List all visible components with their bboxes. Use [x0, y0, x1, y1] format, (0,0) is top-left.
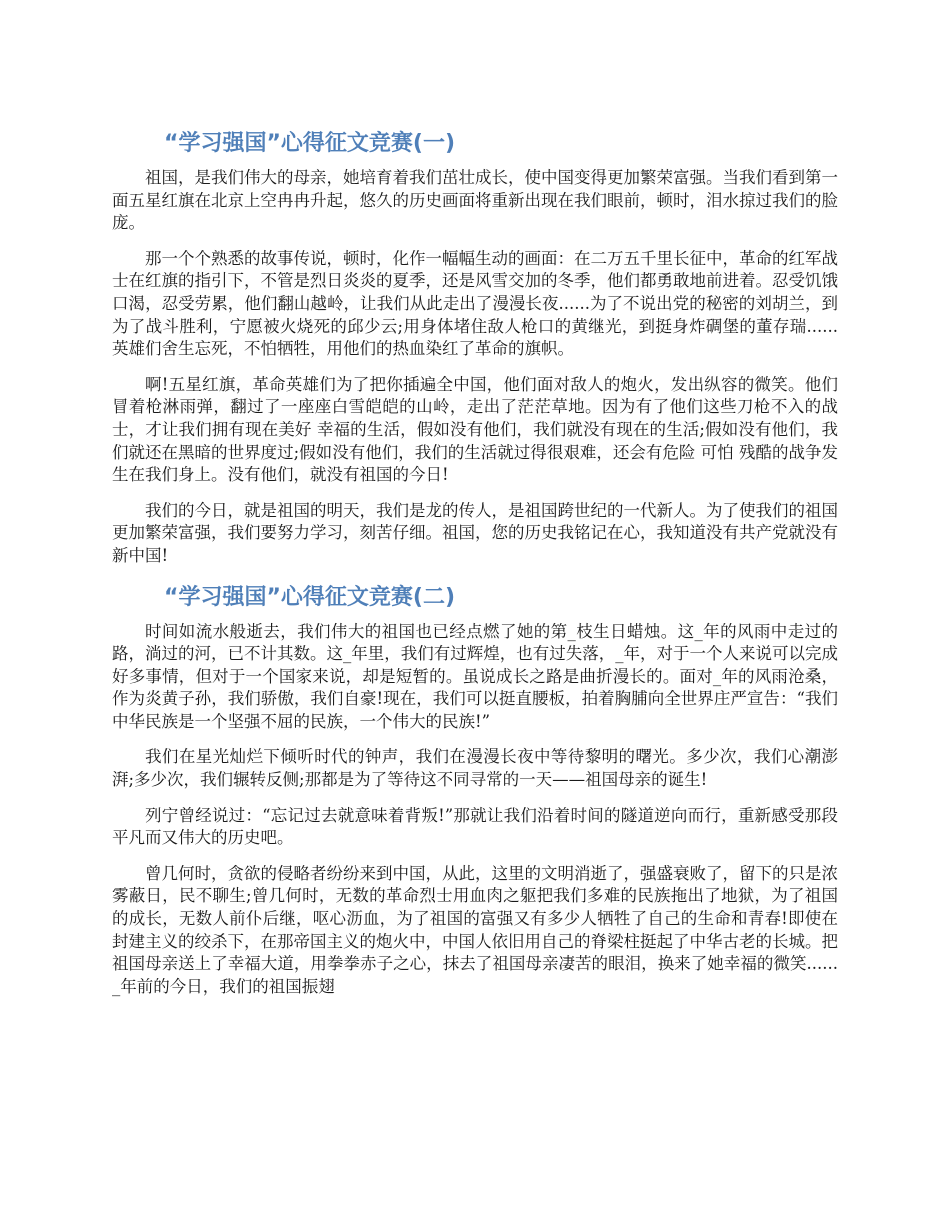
document-content [112, 127, 838, 1011]
essay-section-1 [112, 127, 838, 568]
section-title: “学习强国”心得征文竞赛(一) [164, 131, 456, 156]
paragraph: 列宁曾经说过：“忘记过去就意味着背叛!”那就让我们沿着时间的隧道逆向而行，重新感受那段平凡而又伟大的历史吧。 [112, 805, 838, 848]
paragraph: 我们的今日，就是祖国的明天，我们是龙的传人，是祖国跨世纪的一代新人。为了使我们的祖国更加繁荣富强，我们要努力学习，刻苦仔细。祖国，您的历史我铭记在心，我知道没有共产党就没有新中国! [112, 500, 838, 565]
section-title: “学习强国”心得征文竞赛(二) [164, 584, 456, 610]
paragraph: 祖国，是我们伟大的母亲，她培育着我们茁壮成长，使中国变得更加繁荣富强。当我们看到第一面五星红旗在北京上空冉冉升起，悠久的历史画面将重新出现在我们眼前，顿时，泪水掠过我们的脸庞。 [112, 168, 838, 233]
paragraph: 曾几何时，贪欲的侵略者纷纷来到中国，从此，这里的文明消逝了，强盛衰败了，留下的只是浓雾蔽日，民不聊生;曾几何时，无数的革命烈士用血肉之躯把我们多难的民族拖出了地狱，为了祖国的成长，无数人前仆后继，呕心沥血，为了祖国的富强又有多少人牺牲了自己的生命和青春!即使在封建主义的绞杀下，在那帝国主义的炮火中，中国人依旧用自己的脊梁柱挺起了中华古老的长城。把祖国母亲送上了幸福大道，用拳拳赤子之心，抹去了祖国母亲凄苦的眼泪，换来了她幸福的微笑......_年前的今日，我们的祖国振翅 [112, 863, 838, 996]
paragraph: 我们在星光灿烂下倾听时代的钟声，我们在漫漫长夜中等待黎明的曙光。多少次，我们心潮澎湃;多少次，我们辗转反侧;那都是为了等待这不同寻常的一天——祖国母亲的诞生! [112, 747, 838, 790]
paragraph: 那一个个熟悉的故事传说，顿时，化作一幅幅生动的画面：在二万五千里长征中，革命的红军战士在红旗的指引下，不管是烈日炎炎的夏季，还是风雪交加的冬季，他们都勇敢地前进着。忍受饥饿口渴，忍受劳累，他们翻山越岭，让我们从此走出了漫漫长夜......为了不说出党的秘密的刘胡兰，到为了战斗胜利，宁愿被火烧死的邱少云;用身体堵住敌人枪口的黄继光，到挺身炸碉堡的董存瑞......英雄们舍生忘死，不怕牺牲，用他们的热血染红了革命的旗帜。 [112, 248, 838, 359]
paragraph: 时间如流水般逝去，我们伟大的祖国也已经点燃了她的第_枝生日蜡烛。这_年的风雨中走过的路，淌过的河，已不计其数。这_年里，我们有过辉煌，也有过失落，_年，对于一个人来说可以完成好多事情，但对于一个国家来说，却是短暂的。虽说成长之路是曲折漫长的。面对_年的风雨沧桑，作为炎黄子孙，我们骄傲，我们自豪!现在，我们可以挺直腰板，拍着胸脯向全世界庄严宣告：“我们中华民族是一个坚强不屈的民族，一个伟大的民族!” [112, 621, 838, 731]
paragraph: 啊!五星红旗，革命英雄们为了把你插遍全中国，他们面对敌人的炮火，发出纵容的微笑。他们冒着枪淋雨弹，翻过了一座座白雪皑皑的山岭，走出了茫茫草地。因为有了他们这些刀枪不入的战士，才让我们拥有现在美好 幸福的生活，假如没有他们，我们就没有现在的生活;假如没有他们，我们就还在黑暗的世界度过;假如没有他们，我们的生活就过得很艰难，还会有危险 可怕 残酷的战争发生在我们身上。没有他们，就没有祖国的今日! [112, 374, 838, 485]
essay-section-2 [112, 581, 838, 999]
